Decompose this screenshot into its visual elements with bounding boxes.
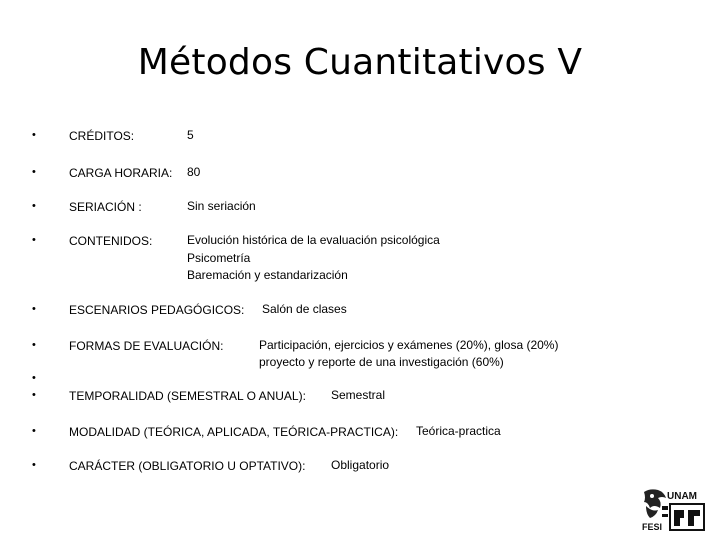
contenidos-item: Baremación y estandarización: [187, 268, 348, 282]
caracter-label: CARÁCTER (OBLIGATORIO U OPTATIVO):: [69, 459, 306, 473]
formas-evaluacion-label: FORMAS DE EVALUACIÓN:: [69, 339, 224, 353]
bullet-icon: •: [32, 234, 36, 246]
seriacion-value: Sin seriación: [187, 199, 256, 213]
temporalidad-label: TEMPORALIDAD (SEMESTRAL O ANUAL):: [69, 389, 306, 403]
logo-text-top: UNAM: [667, 491, 697, 502]
temporalidad-value: Semestral: [331, 388, 386, 402]
bullet-icon: •: [32, 372, 36, 384]
page-title: Métodos Cuantitativos V: [137, 42, 583, 83]
unam-fesi-logo-icon: [640, 486, 706, 532]
creditos-label: CRÉDITOS:: [69, 129, 135, 143]
bullet-icon: •: [32, 129, 36, 141]
bullet-icon: •: [32, 200, 36, 212]
logo-text-bottom: FESI: [642, 522, 663, 532]
carga-horaria-label: CARGA HORARIA:: [69, 166, 173, 180]
seriacion-label: SERIACIÓN :: [69, 200, 142, 214]
contenidos-item: Psicometría: [187, 251, 251, 265]
formas-evaluacion-value: proyecto y reporte de una investigación (60%): [259, 355, 504, 369]
formas-evaluacion-value: Participación, ejercicios y exámenes (20%), glosa (20%): [259, 338, 559, 352]
contenidos-label: CONTENIDOS:: [69, 234, 153, 248]
bullet-icon: •: [32, 339, 36, 351]
bullet-icon: •: [32, 459, 36, 471]
creditos-value: 5: [187, 128, 194, 142]
modalidad-label: MODALIDAD (TEÓRICA, APLICADA, TEÓRICA-PRACTICA):: [69, 425, 399, 439]
contenidos-item: Evolución histórica de la evaluación psicológica: [187, 233, 440, 247]
caracter-value: Obligatorio: [331, 458, 390, 472]
bullet-icon: •: [32, 303, 36, 315]
escenarios-label: ESCENARIOS PEDAGÓGICOS:: [69, 303, 245, 317]
bullet-icon: •: [32, 389, 36, 401]
escenarios-value: Salón de clases: [262, 302, 347, 316]
bullet-icon: •: [32, 166, 36, 178]
modalidad-value: Teórica-practica: [416, 424, 501, 438]
carga-horaria-value: 80: [187, 165, 201, 179]
bullet-icon: •: [32, 425, 36, 437]
